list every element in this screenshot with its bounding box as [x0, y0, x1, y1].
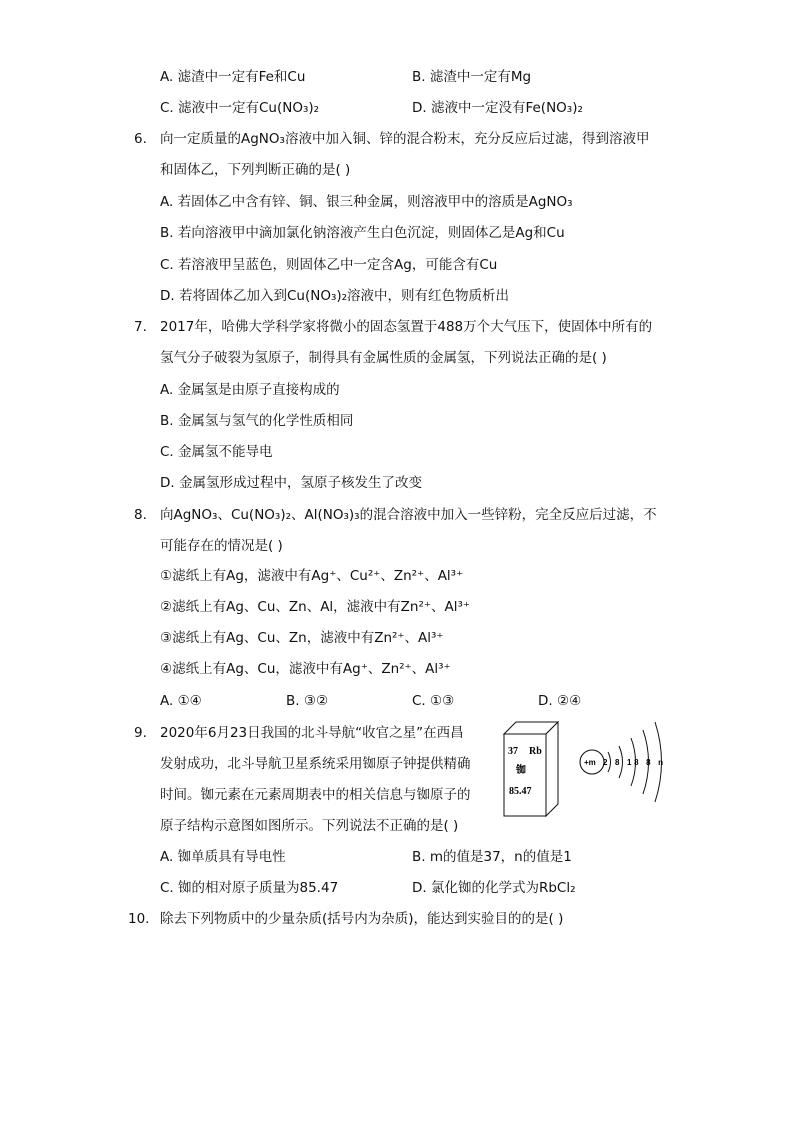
q9-option-b: B. m的值是37，n的值是1 — [412, 849, 572, 865]
atom-structure — [580, 722, 663, 802]
q9-stem-line1: 2020年6月23日我国的北斗导航“收官之星”在西昌 — [160, 725, 464, 741]
q7-option-b: B. 金属氢与氢气的化学性质相同 — [160, 413, 354, 429]
q6-number: 6. — [134, 131, 147, 147]
q5-option-d: D. 滤液中一定没有Fe(NO₃)₂ — [412, 100, 583, 116]
q6-option-c: C. 若溶液甲呈蓝色，则固体乙中一定含Ag，可能含有Cu — [160, 257, 498, 273]
q8-stem-line1: 向AgNO₃、Cu(NO₃)₂、Al(NO₃)₃的混合溶液中加入一些锌粉，完全反应后过滤，不 — [160, 507, 657, 523]
rubidium-figure — [500, 718, 670, 818]
q9-option-d: D. 氯化铷的化学式为RbCl₂ — [412, 880, 576, 896]
element-number: 37 — [508, 746, 518, 757]
q8-case-3: ③滤纸上有Ag、Cu、Zn，滤液中有Zn²⁺、Al³⁺ — [160, 630, 444, 646]
q9-stem-line2: 发射成功，北斗导航卫星系统采用铷原子钟提供精确 — [160, 756, 471, 772]
q8-option-c: C. ①③ — [412, 693, 455, 709]
q8-case-1: ①滤纸上有Ag，滤液中有Ag⁺、Cu²⁺、Zn²⁺、Al³⁺ — [160, 568, 464, 584]
q5-option-b: B. 滤渣中一定有Mg — [412, 69, 532, 85]
q9-stem-line3: 时间。铷元素在元素周期表中的相关信息与铷原子的 — [160, 787, 471, 803]
electron-shells: 2 8 18 8 n — [603, 758, 663, 767]
q9-option-a: A. 铷单质具有导电性 — [160, 849, 286, 865]
q6-option-d: D. 若将固体乙加入到Cu(NO₃)₂溶液中，则有红色物质析出 — [160, 288, 510, 304]
element-symbol: Rb — [529, 746, 542, 757]
q8-option-d: D. ②④ — [538, 693, 582, 709]
q7-option-c: C. 金属氢不能导电 — [160, 444, 273, 460]
q5-option-a: A. 滤渣中一定有Fe和Cu — [160, 69, 306, 85]
q8-case-2: ②滤纸上有Ag、Cu、Zn、Al，滤液中有Zn²⁺、Al³⁺ — [160, 599, 471, 615]
q6-stem-line2: 和固体乙，下列判断正确的是( ) — [160, 162, 351, 178]
q6-stem-line1: 向一定质量的AgNO₃溶液中加入铜、锌的混合粉末，充分反应后过滤，得到溶液甲 — [160, 131, 650, 147]
q9-option-c: C. 铷的相对原子质量为85.47 — [160, 880, 339, 896]
q8-stem-line2: 可能存在的情况是( ) — [160, 538, 283, 554]
q7-stem-line1: 2017年，哈佛大学科学家将微小的固态氢置于488万个大气压下，使固体中所有的 — [160, 319, 653, 335]
q7-option-d: D. 金属氢形成过程中，氢原子核发生了改变 — [160, 475, 422, 491]
element-name: 铷 — [516, 765, 526, 776]
q8-number: 8. — [134, 507, 147, 523]
q8-option-a: A. ①④ — [160, 693, 202, 709]
q5-option-c: C. 滤液中一定有Cu(NO₃)₂ — [160, 100, 320, 116]
q8-option-b: B. ③② — [286, 693, 329, 709]
q10-stem: 除去下列物质中的少量杂质(括号内为杂质)，能达到实验目的的是( ) — [160, 911, 564, 927]
q8-case-4: ④滤纸上有Ag、Cu，滤液中有Ag⁺、Zn²⁺、Al³⁺ — [160, 661, 451, 677]
q7-option-a: A. 金属氢是由原子直接构成的 — [160, 382, 340, 398]
element-cell — [504, 722, 558, 816]
q7-stem-line2: 氢气分子破裂为氢原子，制得具有金属性质的金属氢，下列说法正确的是( ) — [160, 350, 607, 366]
q6-option-a: A. 若固体乙中含有锌、铜、银三种金属，则溶液甲中的溶质是AgNO₃ — [160, 194, 573, 210]
q9-stem-line4: 原子结构示意图如图所示。下列说法不正确的是( ) — [160, 818, 459, 834]
element-mass: 85.47 — [509, 786, 532, 797]
nucleus-label: +m — [584, 758, 596, 767]
q6-option-b: B. 若向溶液甲中滴加氯化钠溶液产生白色沉淀，则固体乙是Ag和Cu — [160, 225, 565, 241]
q7-number: 7. — [134, 319, 147, 335]
q9-number: 9. — [134, 725, 147, 741]
q10-number: 10. — [128, 911, 150, 927]
